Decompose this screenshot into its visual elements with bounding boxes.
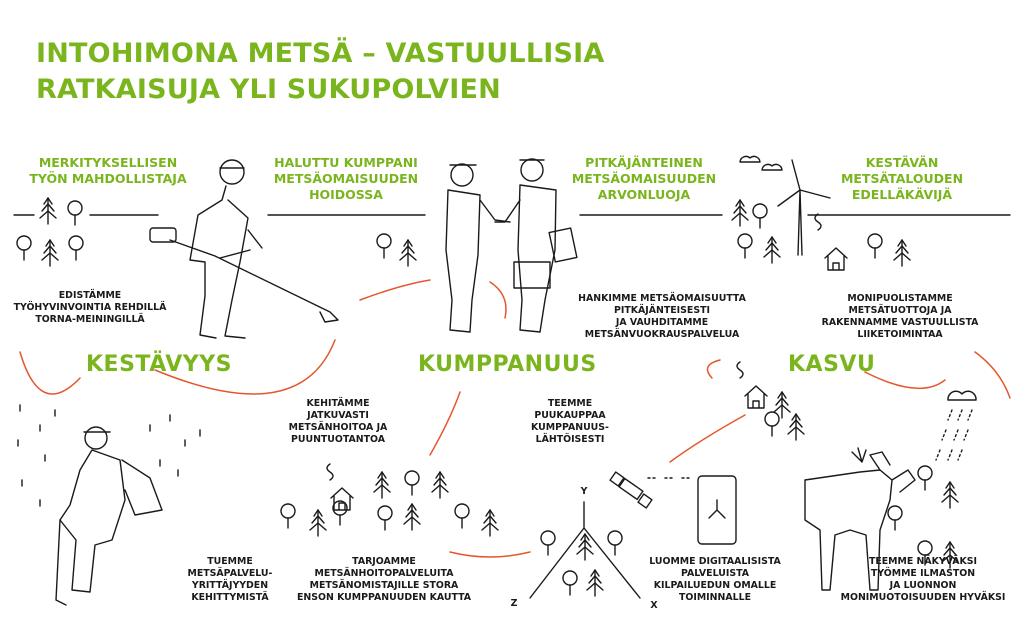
caption-forest-services: TARJOAMME METSÄNHOITOPALVELUITA METSÄNOMISTAJILLE STORA ENSON KUMPPANUUDEN KAUTTA: [296, 556, 471, 603]
header-pioneer: KESTÄVÄN METSÄTALOUDEN EDELLÄKÄVIJÄ: [840, 155, 964, 202]
caption-entrepreneurship: TUEMME METSÄPALVELU- YRITTÄJYYDEN KEHITTYMISTÄ: [187, 556, 273, 603]
caption-digital: LUOMME DIGITAALISISTA PALVELUISTA KILPAILUEDUN OMALLE TOIMINNALLE: [649, 556, 781, 603]
satellite-icon: [610, 472, 689, 508]
axis-label-x: X: [650, 600, 658, 611]
caption-wellbeing: EDISTÄMME TYÖHYVINVOINTIA REHDILLÄ TORNA-MEININGILLÄ: [13, 290, 167, 325]
tree-icon: [17, 198, 958, 596]
smartphone-icon: [698, 476, 736, 544]
axis-label-z: Z: [510, 598, 518, 609]
caption-diversify: MONIPUOLISTAMME METSÄTUOTTOJA JA RAKENNAMME VASTUULLISTA LIIKETOIMINTAA: [821, 293, 979, 340]
theme-kumppanuus: KUMPPANUUS: [418, 352, 597, 377]
theme-kasvu: KASVU: [788, 352, 876, 377]
caption-climate: TEEMME NÄKYVÄKSI TYÖMME ILMASTON JA LUONNON MONIMUOTOISUUDEN HYVÄKSI: [840, 556, 1006, 603]
handshake-icon: [446, 159, 577, 332]
caption-forest-acquisition: HANKIMME METSÄOMAISUUTTA PITKÄJÄNTEISESTI JA VAUHDITAMME METSÄNVUOKRAUSPALVELUA: [578, 293, 746, 340]
caption-develop: KEHITÄMME JATKUVASTI METSÄNHOITOA JA PUUNTUOTANTOA: [288, 398, 388, 445]
header-partner: HALUTTU KUMPPANI METSÄOMAISUUDEN HOIDOSSA: [273, 155, 419, 202]
title-line-2: RATKAISUJA YLI SUKUPOLVIEN: [36, 74, 501, 105]
cloud-icon: [740, 156, 782, 170]
caption-timber-trade: TEEMME PUUKAUPPAA KUMPPANUUS- LÄHTÖISESTI: [531, 398, 609, 445]
header-meaningful-work: MERKITYKSELLISEN TYÖN MAHDOLLISTAJA: [29, 155, 187, 186]
rain-cloud-icon: [936, 391, 976, 460]
title-line-1: INTOHIMONA METSÄ – VASTUULLISIA: [36, 38, 605, 69]
page-title: [36, 36, 756, 108]
axis-label-y: Y: [580, 486, 588, 497]
planter-worker-icon: [56, 427, 162, 605]
theme-kestavyys: KESTÄVYYS: [86, 352, 232, 377]
header-value-creator: PITKÄJÄNTEINEN METSÄOMAISUUDEN ARVONLUOJA: [571, 155, 717, 202]
wind-turbine-icon: [778, 160, 830, 255]
